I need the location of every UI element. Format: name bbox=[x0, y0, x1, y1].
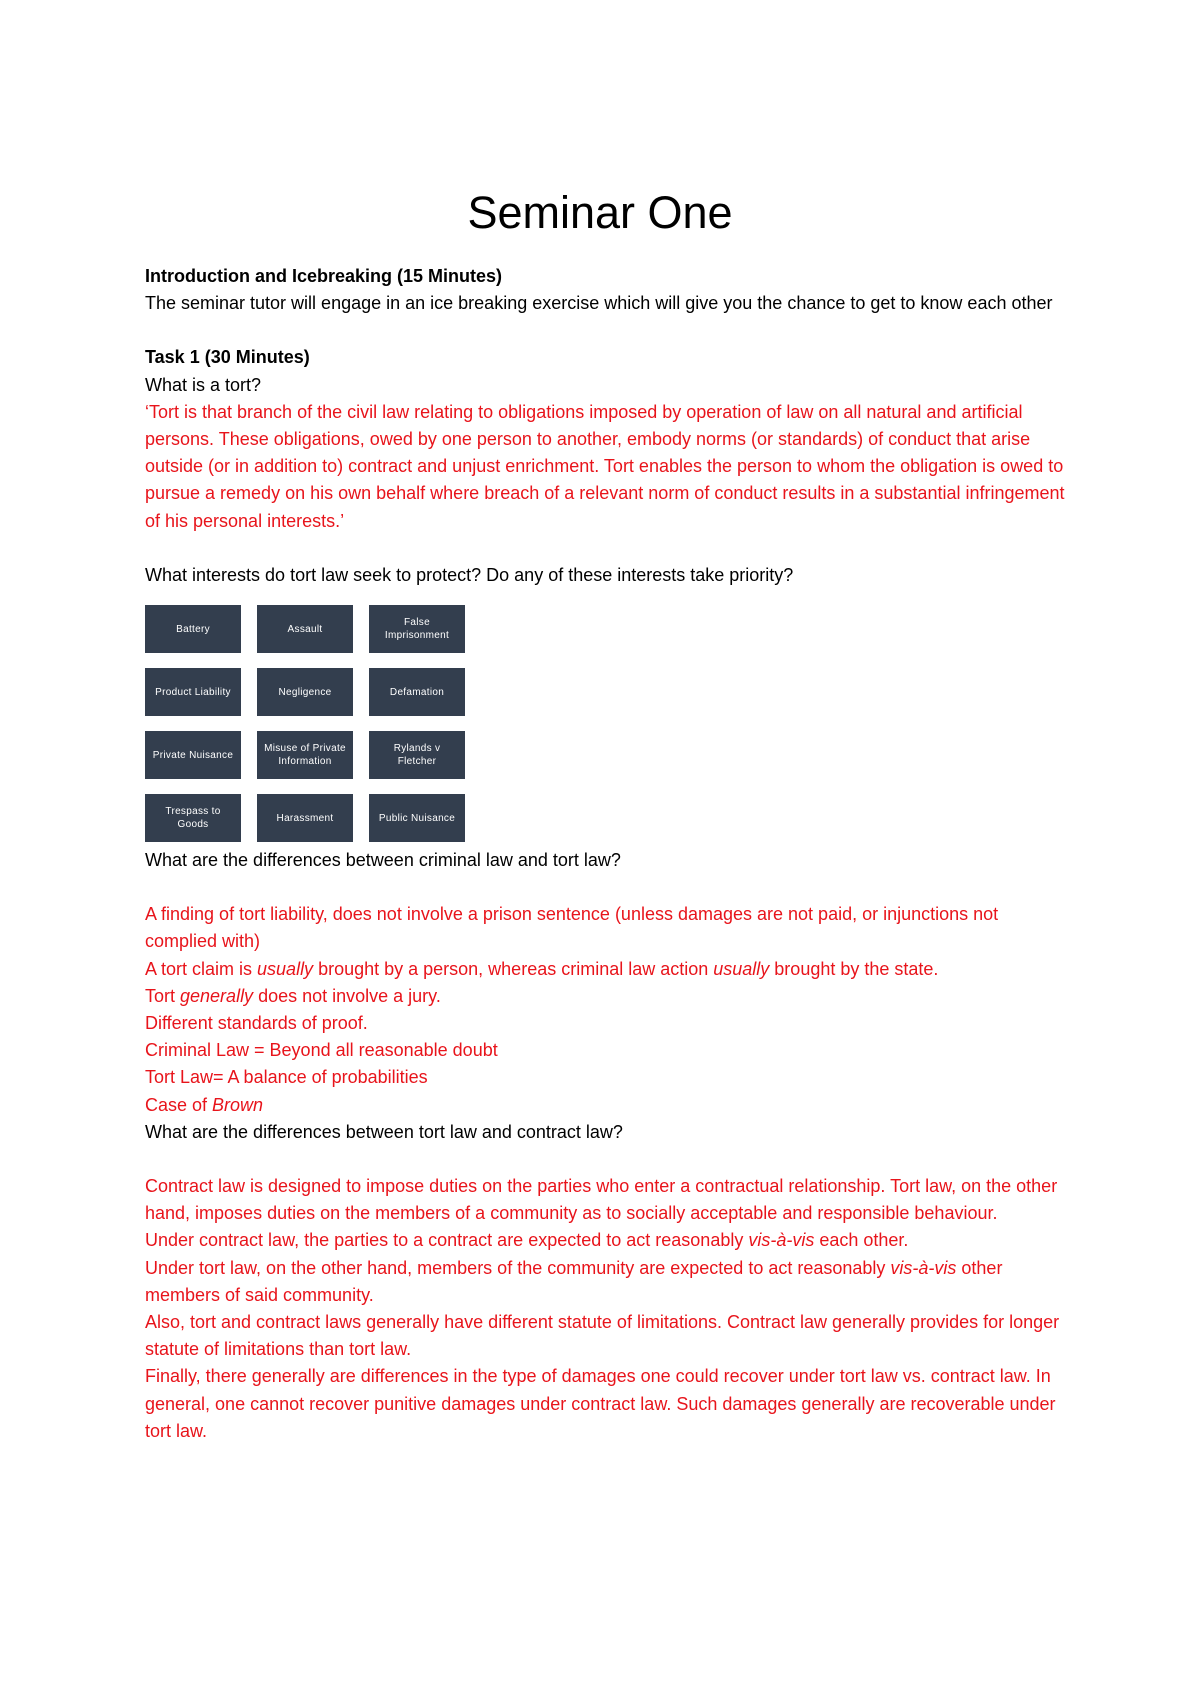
tort-box-product-liability: Product Liability bbox=[145, 668, 241, 716]
answer-paragraph: Contract law is designed to impose duties on the parties who enter a contractual relationship. Tort law, on the other hand, imposes duties on the members of a community as to socially acceptable and responsible behaviour. bbox=[145, 1176, 1058, 1224]
answer-line: Criminal Law = Beyond all reasonable doubt bbox=[145, 1040, 498, 1061]
tort-box-harassment: Harassment bbox=[257, 794, 353, 842]
answer-line: Case of Brown bbox=[145, 1094, 264, 1115]
tort-box-trespass-to-goods: Trespass to Goods bbox=[145, 794, 241, 842]
question-interests: What interests do tort law seek to protect? Do any of these interests take priority? bbox=[145, 564, 794, 585]
answer-line: Tort generally does not involve a jury. bbox=[145, 985, 441, 1006]
answer-line: Tort Law= A balance of probabilities bbox=[145, 1067, 428, 1088]
criminal-vs-tort-answer bbox=[145, 901, 1065, 1119]
answer-paragraph: Under contract law, the parties to a contract are expected to act reasonably vis-à-vis each other. bbox=[145, 1230, 909, 1251]
intro-heading: Introduction and Icebreaking (15 Minutes) bbox=[145, 266, 503, 286]
answer-paragraph: Also, tort and contract laws generally have different statute of limitations. Contract law generally provides for longer statute of limitations than tort law. bbox=[145, 1312, 1060, 1360]
tort-vs-contract-answer bbox=[145, 1173, 1065, 1445]
tort-box-assault: Assault bbox=[257, 605, 353, 653]
tort-box-misuse-private-information: Misuse of Private Information bbox=[257, 731, 353, 779]
tort-box-defamation: Defamation bbox=[369, 668, 465, 716]
page-title: Seminar One bbox=[467, 187, 733, 239]
task1-heading: Task 1 (30 Minutes) bbox=[145, 347, 310, 368]
tort-definition: ‘Tort is that branch of the civil law relating to obligations imposed by operation of law on all natural and artificial persons. These obligations, owed by one person to another, embody norms (or standards) of conduct that arise outside (or in addition to) contract and unjust enrichment. Tort enables the person to whom the obligation is owed to pursue a remedy on his own behalf where breach of a relevant norm of conduct results in a substantial infringement of his personal interests.’ bbox=[145, 401, 1065, 531]
answer-line: A finding of tort liability, does not involve a prison sentence (unless damages are not paid, or injunctions not complied with) bbox=[145, 904, 999, 952]
tort-box-false-imprisonment: False Imprisonment bbox=[369, 605, 465, 653]
tort-box-private-nuisance: Private Nuisance bbox=[145, 731, 241, 779]
answer-line: Different standards of proof. bbox=[145, 1013, 368, 1034]
question-tort-vs-contract: What are the differences between tort law and contract law? bbox=[145, 1121, 623, 1142]
question-what-is-tort: What is a tort? bbox=[145, 374, 262, 395]
tort-box-rylands-v-fletcher: Rylands v Fletcher bbox=[369, 731, 465, 779]
torts-grid bbox=[145, 605, 465, 845]
question-criminal-vs-tort: What are the differences between criminal law and tort law? bbox=[145, 850, 621, 871]
tort-box-public-nuisance: Public Nuisance bbox=[369, 794, 465, 842]
answer-paragraph: Finally, there generally are differences in the type of damages one could recover under tort law vs. contract law. In general, one cannot recover punitive damages under contract law. Such damages generally are recoverable under tort law. bbox=[145, 1366, 1056, 1441]
document-body bbox=[145, 263, 1065, 1445]
answer-line: A tort claim is usually brought by a person, whereas criminal law action usually brought by the state. bbox=[145, 958, 939, 979]
tort-box-battery: Battery bbox=[145, 605, 241, 653]
tort-box-negligence: Negligence bbox=[257, 668, 353, 716]
intro-text: The seminar tutor will engage in an ice breaking exercise which will give you the chance to get to know each other bbox=[145, 293, 1053, 314]
answer-paragraph: Under tort law, on the other hand, members of the community are expected to act reasonably vis-à-vis other members of said community. bbox=[145, 1257, 1003, 1305]
